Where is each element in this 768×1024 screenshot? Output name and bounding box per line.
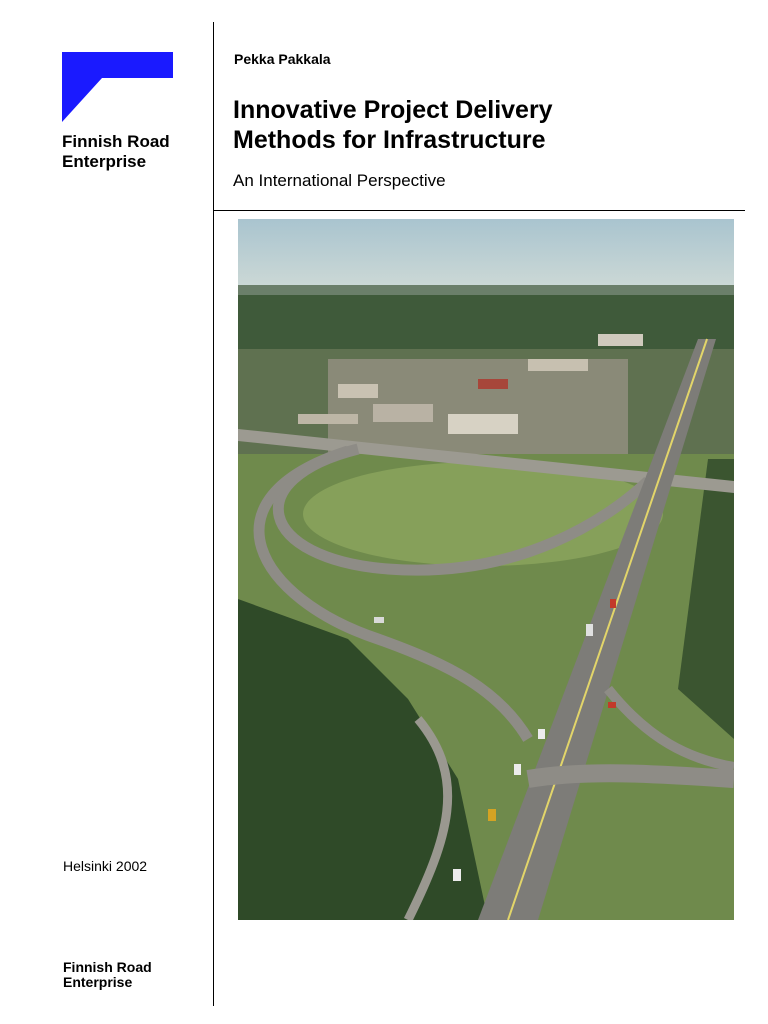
- footer-publisher-line-1: Finnish Road: [63, 959, 152, 975]
- horizontal-rule: [214, 210, 745, 211]
- aerial-highway-interchange-photo: [238, 219, 734, 920]
- publisher-name: [62, 132, 170, 172]
- title-line-1: Innovative Project Delivery: [233, 96, 553, 124]
- book-title: [233, 95, 553, 155]
- place-and-year: Helsinki 2002: [63, 858, 148, 874]
- author-name: Pekka Pakkala: [234, 51, 331, 67]
- book-subtitle: An International Perspective: [233, 171, 446, 190]
- title-line-2: Methods for Infrastructure: [233, 126, 546, 154]
- vertical-rule: [213, 22, 214, 1006]
- publisher-line-1: Finnish Road: [62, 132, 170, 151]
- footer-publisher: [63, 960, 152, 990]
- publisher-line-2: Enterprise: [62, 152, 147, 171]
- finnish-road-logo-icon: [62, 52, 173, 122]
- footer-publisher-line-2: Enterprise: [63, 974, 133, 990]
